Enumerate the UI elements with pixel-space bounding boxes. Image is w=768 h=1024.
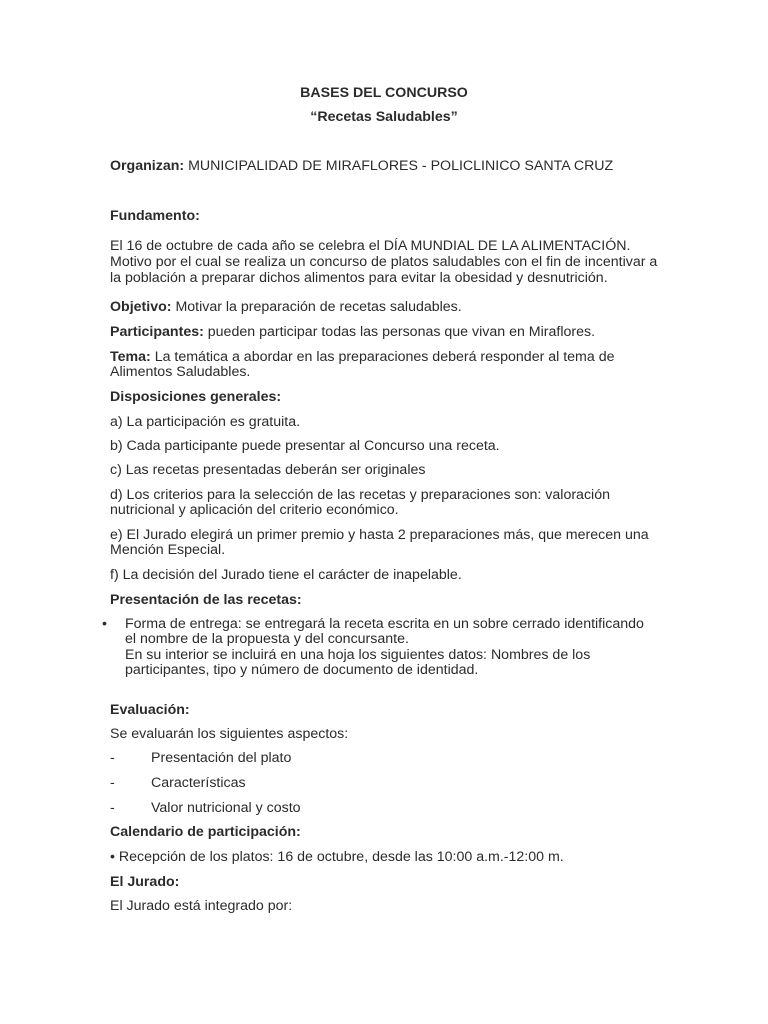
- topic-text: La temática a abordar en las preparaciones deberá responder al tema de: [154, 349, 615, 365]
- fundamento-line-1: El 16 de octubre de cada año se celebra el DÍA MUNDIAL DE LA ALIMENTACIÓN.: [110, 238, 631, 254]
- general-provisions-heading: Disposiciones generales:: [110, 389, 282, 405]
- provision-d-line-2: nutricional y aplicación del criterio económico.: [110, 502, 399, 518]
- evaluation-item: Presentación del plato: [151, 750, 292, 766]
- organizers-line: [110, 158, 658, 174]
- organizers-text: MUNICIPALIDAD DE MIRAFLORES - POLICLINICO SANTA CRUZ: [188, 158, 614, 174]
- provision-b: b) Cada participante puede presentar al Concurso una receta.: [110, 438, 500, 454]
- provision-d-line-1: d) Los criterios para la selección de las recetas y preparaciones son: valoración: [110, 487, 610, 503]
- presentation-line-4: participantes, tipo y número de documento de identidad.: [125, 662, 479, 678]
- presentation-line-3: En su interior se incluirá en una hoja los siguientes datos: Nombres de los: [125, 647, 591, 663]
- participants-label: Participantes:: [110, 324, 204, 340]
- fundamento-line-3: la población a preparar dichos alimentos para evitar la obesidad y desnutrición.: [110, 270, 608, 286]
- fundamento-line-2: Motivo por el cual se realiza un concurso de platos saludables con el fin de incentivar a: [110, 254, 658, 270]
- document-subtitle: “Recetas Saludables”: [310, 109, 458, 125]
- objective-text: Motivar la preparación de recetas saludables.: [175, 299, 462, 315]
- calendar-heading: Calendario de participación:: [110, 824, 301, 840]
- presentation-heading: Presentación de las recetas:: [110, 592, 302, 608]
- dash-bullet-icon: -: [110, 800, 115, 816]
- organizers-label: Organizan:: [110, 158, 185, 174]
- fundamento-heading: Fundamento:: [110, 208, 200, 224]
- topic-line-1: [110, 349, 658, 365]
- provision-a: a) La participación es gratuita.: [110, 414, 301, 430]
- presentation-line-2: el nombre de la propuesta y del concursante.: [125, 631, 409, 647]
- provision-f: f) La decisión del Jurado tiene el carácter de inapelable.: [110, 567, 462, 583]
- provision-e-line-1: e) El Jurado elegirá un primer premio y hasta 2 preparaciones más, que merecen una: [110, 527, 649, 543]
- dash-bullet-icon: -: [110, 775, 115, 791]
- jury-heading: El Jurado:: [110, 874, 180, 890]
- topic-label: Tema:: [110, 349, 151, 365]
- evaluation-heading: Evaluación:: [110, 702, 190, 718]
- dash-bullet-icon: -: [110, 750, 115, 766]
- objective-label: Objetivo:: [110, 299, 172, 315]
- evaluation-item: Valor nutricional y costo: [151, 800, 301, 816]
- evaluation-item: Características: [151, 775, 246, 791]
- jury-text: El Jurado está integrado por:: [110, 898, 293, 914]
- bullet-icon: •: [102, 616, 107, 632]
- provision-e-line-2: Mención Especial.: [110, 542, 226, 558]
- presentation-line-1: Forma de entrega: se entregará la receta escrita en un sobre cerrado identificando: [125, 616, 644, 632]
- participants-line: [110, 324, 658, 340]
- topic-line-2: Alimentos Saludables.: [110, 364, 251, 380]
- participants-text: pueden participar todas las personas que vivan en Miraflores.: [207, 324, 596, 340]
- evaluation-intro: Se evaluarán los siguientes aspectos:: [110, 726, 349, 742]
- calendar-item: • Recepción de los platos: 16 de octubre, desde las 10:00 a.m.-12:00 m.: [110, 849, 564, 865]
- provision-c: c) Las recetas presentadas deberán ser originales: [110, 462, 426, 478]
- document-title: BASES DEL CONCURSO: [300, 85, 468, 101]
- objective-line: [110, 299, 658, 315]
